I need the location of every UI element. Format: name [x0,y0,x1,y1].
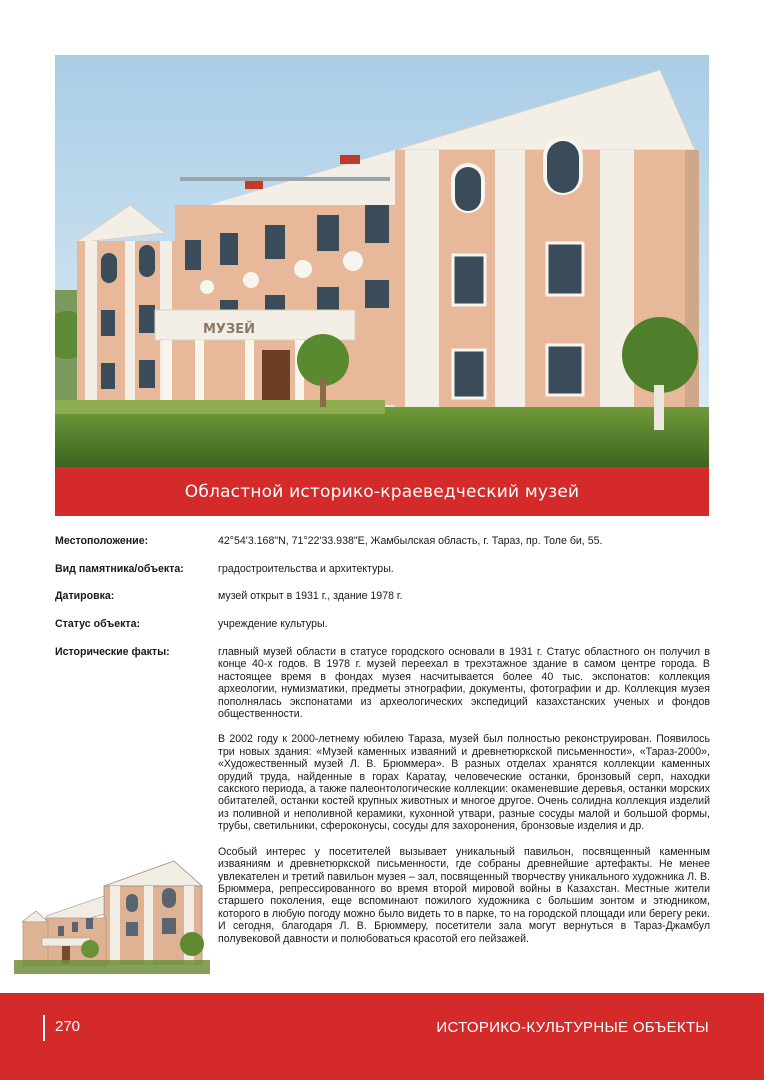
info-label: Местоположение: [55,535,149,547]
info-label: Вид памятника/объекта: [55,563,184,575]
footer-divider [43,1015,45,1041]
facts-paragraph: главный музей области в статусе городского основали в 1931 г. Статус областного он получил в конце 40-х годов. В 1978 г. музей переехал в трехэтажное здание в самом центре города. В настоящее время в фондах музея насчитывается более 40 тыс. экспонатов: коллекция археологии, нумизматики, предметы этнографии, документы, фотографии и др. Коллекция музея пополнялась экспонатами из археологических экспедиций казахстанских ученых и фондов общественности. [218,646,710,721]
info-value: музей открыт в 1931 г., здание 1978 г. [218,590,403,602]
facts-text [218,646,710,958]
facts-paragraph: Особый интерес у посетителей вызывает уникальный павильон, посвященный каменным изваяниям и древнетюркской письменности, где собраны древнейшие артефакты. Не менее увлекателен и третий павильон музея – зал, посвященный творчеству уникального художника Л. В. Брюммера, репрессированного во время второй мировой войны в Казахстан. Местные жители старшего поколения, еще вспоминают пожилого художника с большим зонтом и этюдником, которого в любую погоду можно было видеть то в парке, то на городской площади или берегу реки. И сегодня, благодаря Л. В. Брюммеру, посетители зала могут вернуться в Тараз-Джамбул полувековой давности и полюбоваться красотой его пейзажей. [218,845,710,945]
section-title: ИСТОРИКО-КУЛЬТУРНЫЕ ОБЪЕКТЫ [436,1019,709,1036]
facts-paragraph: В 2002 году к 2000-летнему юбилею Тараза, музей был полностью реконструирован. Появилось три новых здания: «Музей каменных изваяний и древнетюркской письменности», «Тараз-2000», «Художественный музей Л. В. Брюммера». В разных отделах хранятся коллекции каменных орудий труда, найденные в горах Каратау, человеческие останки, бронзовый серп, находки сакского периода, а также палеонтологические коллекции: окаменевшие деревья, останки морских обитателей, останки костей крупных животных и многое другое. Очень солидна коллекция изделий из поливной и неполивной керамики, кухонной утвари, разные сосуды малой и большой формы, трубы, светильники, сфероконусы, сосуды для захоронения, бронзовые изделия и др. [218,733,710,833]
museum-sign: МУЗЕЙ [203,322,255,337]
info-value: 42°54'3.168"N, 71°22'33.938"E, Жамбылская область, г. Тараз, пр. Толе би, 55. [218,535,603,547]
title-band [55,467,709,516]
info-value: учреждение культуры. [218,618,328,630]
info-label: Исторические факты: [55,646,170,658]
info-value: градостроительства и архитектуры. [218,563,394,575]
page-number: 270 [55,1018,81,1035]
info-label: Статус объекта: [55,618,141,630]
info-label: Датировка: [55,590,115,602]
museum-sketch [14,856,210,978]
page-footer [0,993,764,1080]
museum-photo [55,55,709,467]
page-title: Областной историко-краеведческий музей [184,481,580,502]
